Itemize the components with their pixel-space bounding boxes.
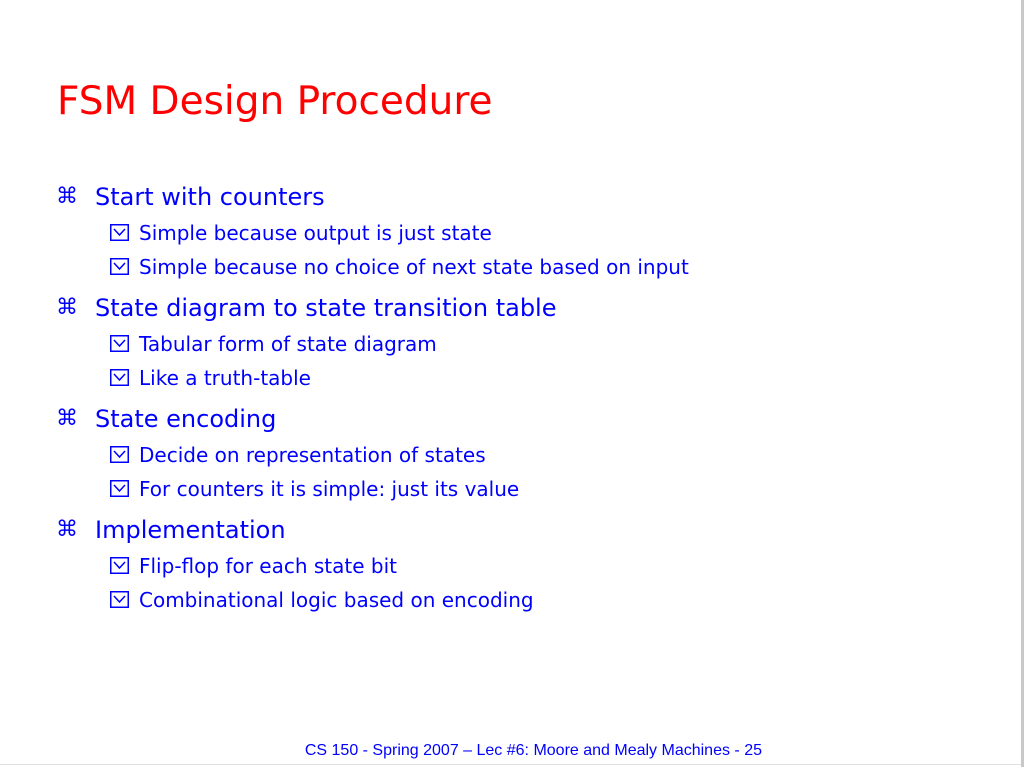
bullet-item xyxy=(56,289,976,327)
sub-bullet-item xyxy=(56,361,976,395)
command-key-icon: ⌘ xyxy=(56,406,78,431)
bullet-label: Start with counters xyxy=(95,183,325,211)
slide-footer: CS 150 - Spring 2007 – Lec #6: Moore and Mealy Machines - 25 xyxy=(304,742,762,759)
sub-bullet-label: Tabular form of state diagram xyxy=(139,332,437,356)
checked-box-icon xyxy=(110,258,129,275)
bullet-label: State encoding xyxy=(95,405,277,433)
sub-bullet-label: Simple because output is just state xyxy=(139,221,492,245)
sub-bullet-label: Like a truth-table xyxy=(139,366,311,390)
checked-box-icon xyxy=(110,557,129,574)
sub-bullet-item xyxy=(56,327,976,361)
sub-bullet-label: For counters it is simple: just its value xyxy=(139,477,520,501)
bullet-list xyxy=(56,178,976,617)
checked-box-icon xyxy=(110,335,129,352)
slide-title: FSM Design Procedure xyxy=(57,79,493,124)
checked-box-icon xyxy=(110,480,129,497)
command-key-icon: ⌘ xyxy=(56,184,78,209)
sub-bullet-item xyxy=(56,438,976,472)
command-key-icon: ⌘ xyxy=(56,295,78,320)
bottom-divider xyxy=(0,764,1024,765)
bullet-item xyxy=(56,511,976,549)
sub-bullet-item xyxy=(56,472,976,506)
checked-box-icon xyxy=(110,591,129,608)
bullet-label: Implementation xyxy=(95,516,286,544)
checked-box-icon xyxy=(110,369,129,386)
sub-bullet-item xyxy=(56,549,976,583)
bullet-item xyxy=(56,400,976,438)
sub-bullet-item xyxy=(56,216,976,250)
checked-box-icon xyxy=(110,224,129,241)
sub-bullet-label: Decide on representation of states xyxy=(139,443,486,467)
checked-box-icon xyxy=(110,446,129,463)
sub-bullet-label: Simple because no choice of next state based on input xyxy=(139,255,689,279)
sub-bullet-label: Combinational logic based on encoding xyxy=(139,588,534,612)
bullet-item xyxy=(56,178,976,216)
sub-bullet-label: Flip-flop for each state bit xyxy=(139,554,397,578)
sub-bullet-item xyxy=(56,250,976,284)
sub-bullet-item xyxy=(56,583,976,617)
bullet-label: State diagram to state transition table xyxy=(95,294,557,322)
command-key-icon: ⌘ xyxy=(56,517,78,542)
